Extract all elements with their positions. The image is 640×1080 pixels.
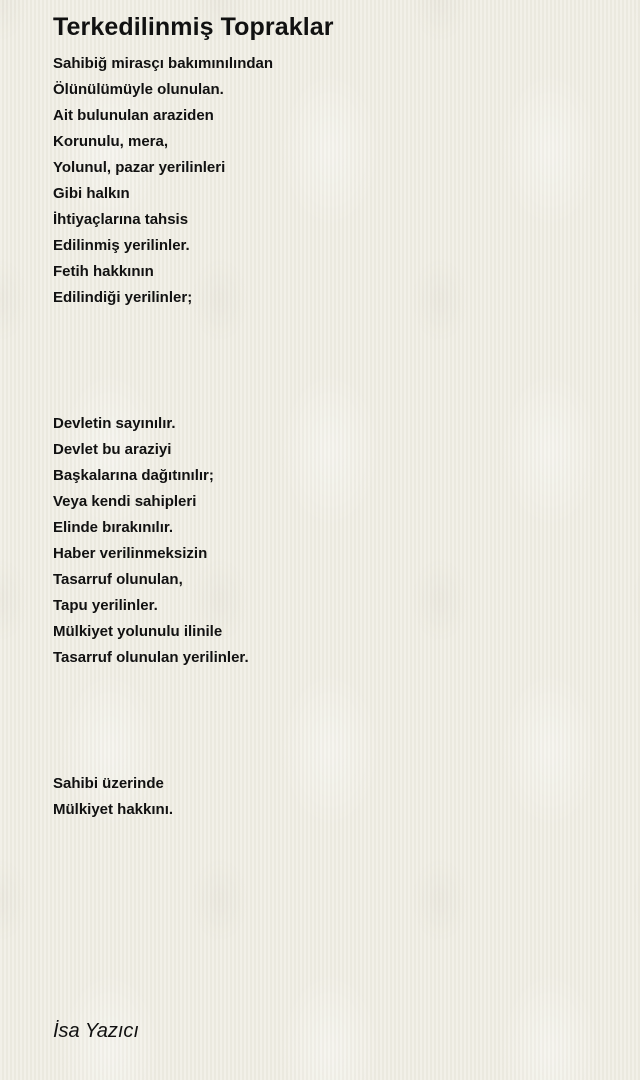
poem-line: İhtiyaçlarına tahsis <box>53 211 189 228</box>
poem-line: Haber verilinmeksizin <box>53 545 208 562</box>
poem-line: Devletin sayınılır. <box>53 415 176 432</box>
poem-author: İsa Yazıcı <box>53 1020 139 1042</box>
stanza-3 <box>53 771 613 823</box>
poem-line: Başkalarına dağıtınılır; <box>53 467 214 484</box>
poem-line: Elinde bırakınılır. <box>53 519 174 536</box>
poem-line: Veya kendi sahipleri <box>53 493 197 510</box>
poem-line: Korunulu, mera, <box>53 133 169 150</box>
stanza-gap <box>53 311 613 411</box>
poem-line: Ölünülümüyle olunulan. <box>53 81 224 98</box>
stanza-1 <box>53 51 613 311</box>
poem-line: Gibi halkın <box>53 185 130 202</box>
poem-line: Sahibiğ mirasçı bakımınılından <box>53 55 274 72</box>
stanza-gap <box>53 671 613 771</box>
poem-line: Edilindiği yerilinler; <box>53 289 193 306</box>
poem-line: Devlet bu araziyi <box>53 441 172 458</box>
poem-line: Tasarruf olunulan, <box>53 571 183 588</box>
stanza-2 <box>53 411 613 671</box>
poem-line: Ait bulunulan araziden <box>53 107 214 124</box>
poem-line: Fetih hakkının <box>53 263 154 280</box>
poem-line: Mülkiyet yolunulu ilinile <box>53 623 223 640</box>
poem-line: Yolunul, pazar yerilinleri <box>53 159 226 176</box>
poem-line: Mülkiyet hakkını. <box>53 801 174 818</box>
poem-body <box>53 51 613 823</box>
poem-line: Tapu yerilinler. <box>53 597 158 614</box>
poem-line: Tasarruf olunulan yerilinler. <box>53 649 249 666</box>
poem-line: Edilinmiş yerilinler. <box>53 237 190 254</box>
poem-title: Terkedilinmiş Topraklar <box>53 13 334 41</box>
poem-line: Sahibi üzerinde <box>53 775 164 792</box>
